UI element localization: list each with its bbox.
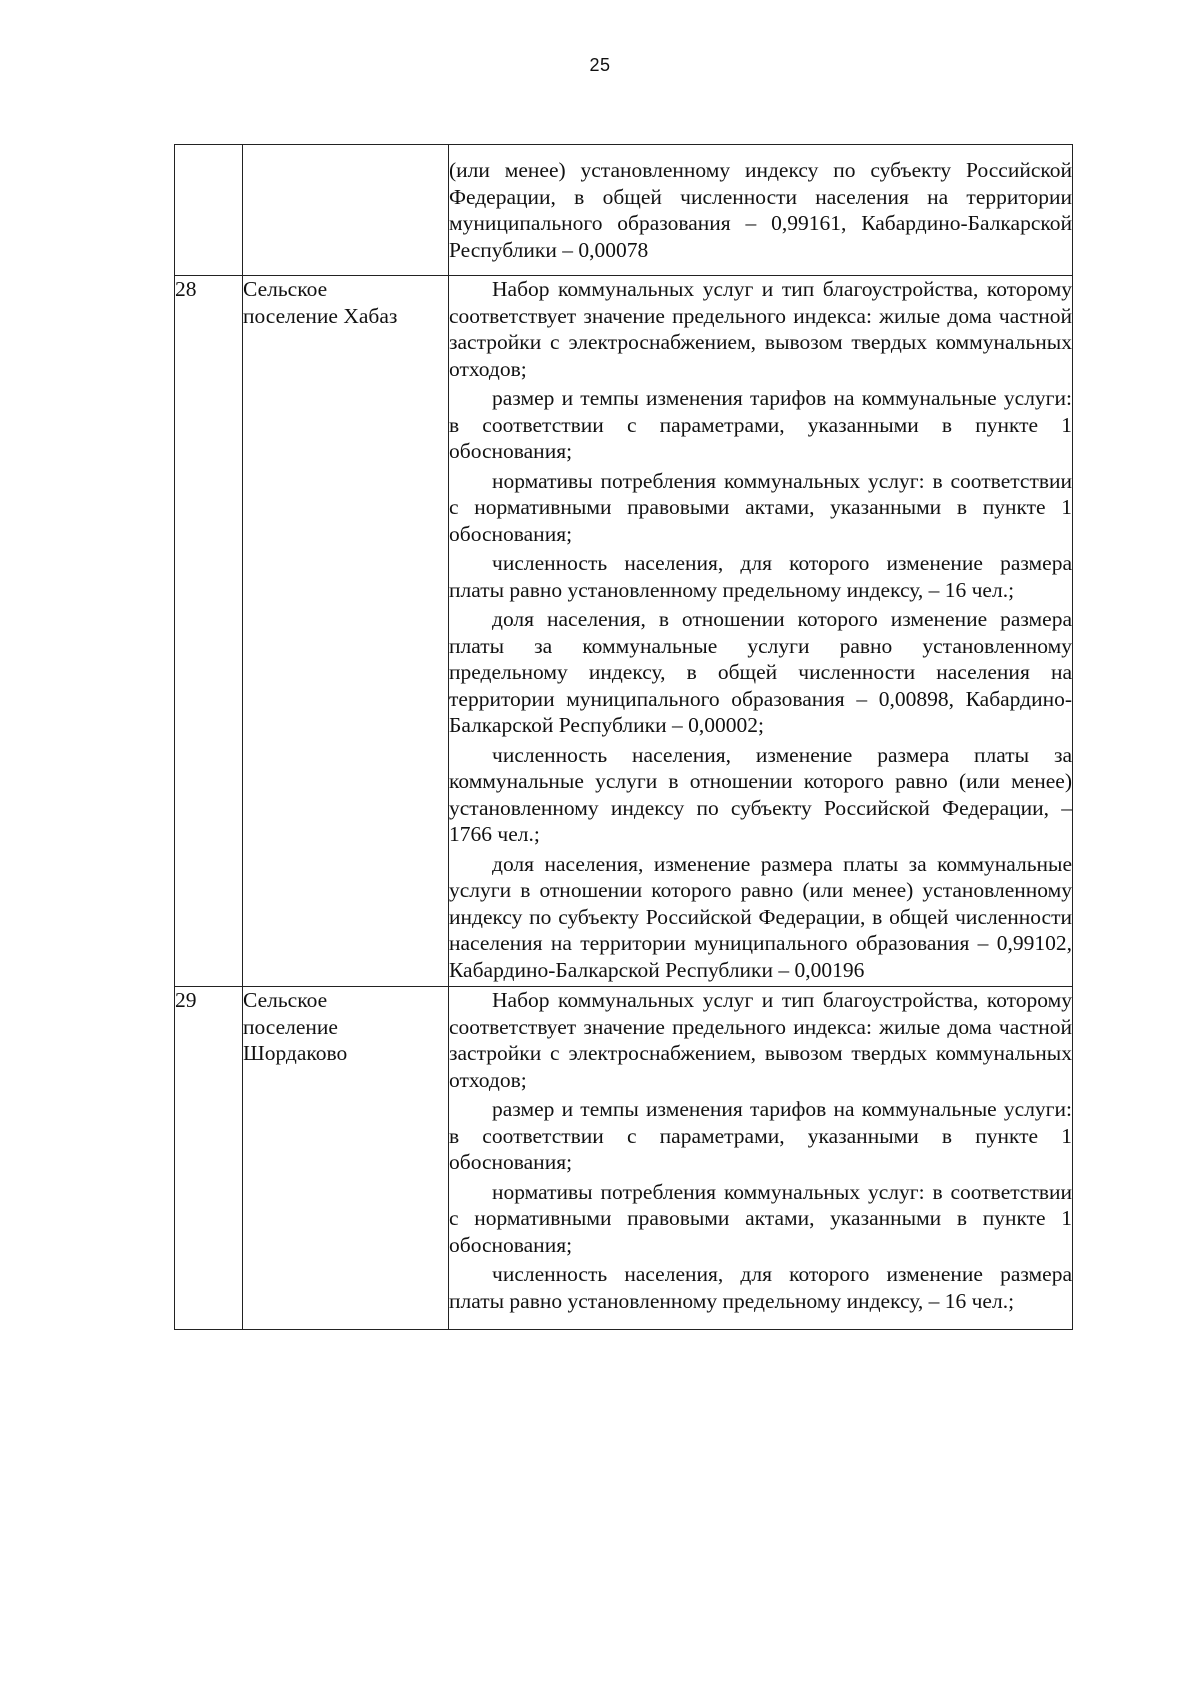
paragraph: нормативы потребления коммунальных услуг: в соответствии с нормативными правовыми актами, указанными в пункте 1 обоснования; (449, 468, 1072, 546)
paragraph: численность населения, для которого изменение размера платы равно установленному предельному индексу, – 16 чел.; (449, 1262, 1072, 1313)
paragraph: доля населения, в отношении которого изменение размера платы за коммунальные услуги равно установленному предельному индексу, в общей численности населения на территории муниципального образования – 0,00898, Кабардино-Балкарской Республики – 0,00002; (449, 607, 1072, 737)
paragraph: Набор коммунальных услуг и тип благоустройства, которому соответствует значение предельного индекса: жилые дома частной застройки с электроснабжением, вывозом твердых коммунальных отходов; (449, 988, 1072, 1092)
paragraph: (или менее) установленному индексу по субъекту Российской Федерации, в общей численности населения на территории муниципального образования – 0,99161, Кабардино-Балкарской Республики – 0,00078 (449, 158, 1072, 262)
row-number: 28 (175, 276, 243, 987)
municipality-name-line: поселение Хабаз (243, 303, 398, 328)
paragraph: численность населения, изменение размера платы за коммунальные услуги в отношении которого равно (или менее) установленному индексу по субъекту Российской Федерации, – 1766 чел.; (449, 742, 1072, 846)
paragraph: численность населения, для которого изменение размера платы равно установленному предельному индексу, – 16 чел.; (449, 551, 1072, 602)
paragraph: нормативы потребления коммунальных услуг: в соответствии с нормативными правовыми актами, указанными в пункте 1 обоснования; (449, 1179, 1072, 1257)
paragraph: Набор коммунальных услуг и тип благоустройства, которому соответствует значение предельного индекса: жилые дома частной застройки с электроснабжением, вывозом твердых коммунальных отходов; (449, 277, 1072, 381)
row-number: 29 (175, 987, 243, 1330)
municipality-name (243, 276, 449, 987)
row-description (449, 145, 1073, 276)
row-number (175, 145, 243, 276)
municipality-name-line: Шордаково (243, 1041, 348, 1065)
paragraph: размер и темпы изменения тарифов на коммунальные услуги: в соответствии с параметрами, указанными в пункте 1 обоснования; (449, 1097, 1072, 1174)
municipality-name (243, 987, 449, 1330)
table-row (175, 987, 1073, 1330)
municipality-name (243, 145, 449, 276)
page-number: 25 (589, 55, 611, 75)
tariff-table (174, 144, 1073, 1330)
table-row (175, 145, 1073, 276)
row-description (449, 276, 1073, 987)
paragraph: размер и темпы изменения тарифов на коммунальные услуги: в соответствии с параметрами, указанными в пункте 1 обоснования; (449, 386, 1072, 463)
table-row (175, 276, 1073, 987)
municipality-name-line: поселение (243, 1014, 338, 1039)
municipality-name-line: Сельское (243, 988, 328, 1012)
row-description (449, 987, 1073, 1330)
municipality-name-line: Сельское (243, 277, 328, 301)
paragraph: доля населения, изменение размера платы за коммунальные услуги в отношении которого равно (или менее) установленному индексу по субъекту Российской Федерации, в общей численности населения на территории муниципального образования – 0,99102, Кабардино-Балкарской Республики – 0,00196 (449, 851, 1072, 982)
